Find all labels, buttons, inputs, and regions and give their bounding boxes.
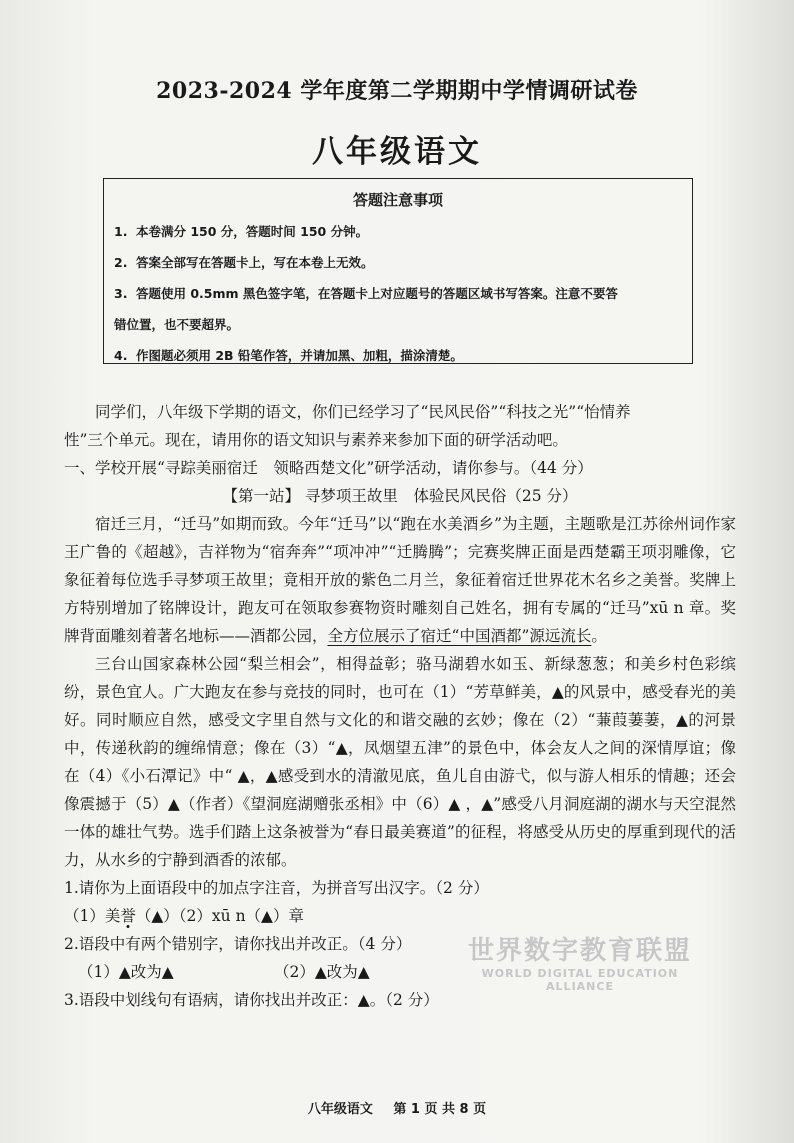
notice-item-number: 3. [114,286,128,301]
station-title: 【第一站】 寻梦项王故里 体验民风民俗（25 分） [222,487,578,505]
q1-answer-suffix: （▲）（2）xū n（▲）章 [135,907,304,925]
paragraph-1 [64,510,736,650]
notice-item-number: 4. [114,348,128,363]
q2-answer-1: （1）▲改为▲ [78,963,174,981]
notice-item [104,216,692,247]
notice-heading: 答题注意事项 [352,191,443,209]
notice-item-text: 本卷满分 150 分，答题时间 150 分钟。 [136,224,369,239]
q2-answer-2: （2）▲改为▲ [274,963,370,981]
watermark-title: 世界数字教育联盟 [467,936,692,966]
notice-item-text: 答案全部写在答题卡上，写在本卷上无效。 [136,255,374,270]
question-3: 3.语段中划线句有语病，请你找出并改正：▲。（2 分） [64,991,439,1009]
footer-page-number: 第 1 页 共 8 页 [393,1102,487,1117]
notice-item [104,340,692,371]
notice-item-continuation: 错位置，也不要超界。 [114,317,240,332]
notice-item-number: 2. [114,255,128,270]
notice-item-text: 答题使用 0.5mm 黑色签字笔，在答题卡上对应题号的答题区域书写答案。注意不要答 [136,286,618,301]
dotted-character: 誉 [120,907,136,925]
page-footer [0,1098,794,1117]
notice-item-number: 1. [114,224,128,239]
main-content [64,398,736,1014]
notice-item [104,247,692,278]
intro-line: 性”三个单元。现在，请用你的语文知识与素养来参加下面的研学活动吧。 [64,431,568,449]
paragraph-2: 三台山国家森林公园“梨兰相会”，相得益彰；骆马湖碧水如玉、新绿葱葱；和美乡村色彩缤纷，景色宜人。广大跑友在参与竞技的同时，也可在（1）“芳草鲜美，▲的风景中，感受春光的美好。同时顺应自然，感受文字里自然与文化的和谐交融的玄妙；像在（2）“蒹葭萋萋，▲的河景中，传递秋韵的缠绵情意；像在（3）“▲，凤烟望五津”的景色中，体会友人之间的深情厚谊；像在（4）《小石潭记》中“ ▲，▲感受到水的清澈见底，鱼儿自由游弋，似与游人相乐的情趣；还会像震撼于（5）▲（作者）《望洞庭湖赠张丞相》中（6）▲ ，▲”感受八月洞庭湖的湖水与天空混然一体的雄壮气势。选手们踏上这条被誉为“春日最美赛道”的征程，将感受从历史的厚重到现代的活力，从水乡的宁静到酒香的浓郁。 [64,655,736,869]
notice-item [104,278,692,309]
paragraph-1-text: 宿迁三月，“迁马”如期而致。今年“迁马”以“跑在水美酒乡”为主题，主题歌是江苏徐州词作家王广鲁的《超越》，吉祥物为“宿奔奔”“项冲冲”“迁腾腾”；完赛奖牌正面是西楚霸王项羽雕像，它象征着每位选手寻梦项王故里；竟相开放的紫色二月兰，象征着宿迁世界花木名乡之美誉。奖牌上方特别增加了铭牌设计，跑友可在领取参赛物资时雕刻自己姓名，拥有专属的“迁马”xū n 章。奖牌背面雕刻着著名地标——酒都公园， [64,515,736,645]
question-1: 1.请你为上面语段中的加点字注音，为拼音写出汉字。（2 分） [64,879,489,897]
section-title: 一、学校开展“寻踪美丽宿迁 领略西楚文化”研学活动，请你参与。（44 分） [64,459,593,477]
watermark [430,930,730,993]
exam-title: 2023-2024 学年度第二学期期中学情调研试卷 [156,78,638,104]
underlined-sentence: 全方位展示了宿迁“中国酒都”源远流长 [327,627,592,645]
notice-item-text: 作图题必须用 2B 铅笔作答，并请加黑、加粗，描涂清楚。 [136,348,463,363]
paragraph-1-end: 。 [591,627,607,645]
subject-title: 八年级语文 [312,134,482,170]
notice-box [103,178,693,364]
watermark-subtitle: WORLD DIGITAL EDUCATION [481,967,679,980]
footer-subject: 八年级语文 [307,1102,373,1117]
intro-line: 同学们，八年级下学期的语文，你们已经学习了“民风民俗”“科技之光”“怡情养 [95,403,631,421]
question-2: 2.语段中有两个错别字，请你找出并改正。（4 分） [64,935,412,953]
watermark-subtitle: ALLIANCE [546,980,614,993]
q1-answer-prefix: （1）美 [64,907,121,925]
question-1-answer [64,902,736,930]
